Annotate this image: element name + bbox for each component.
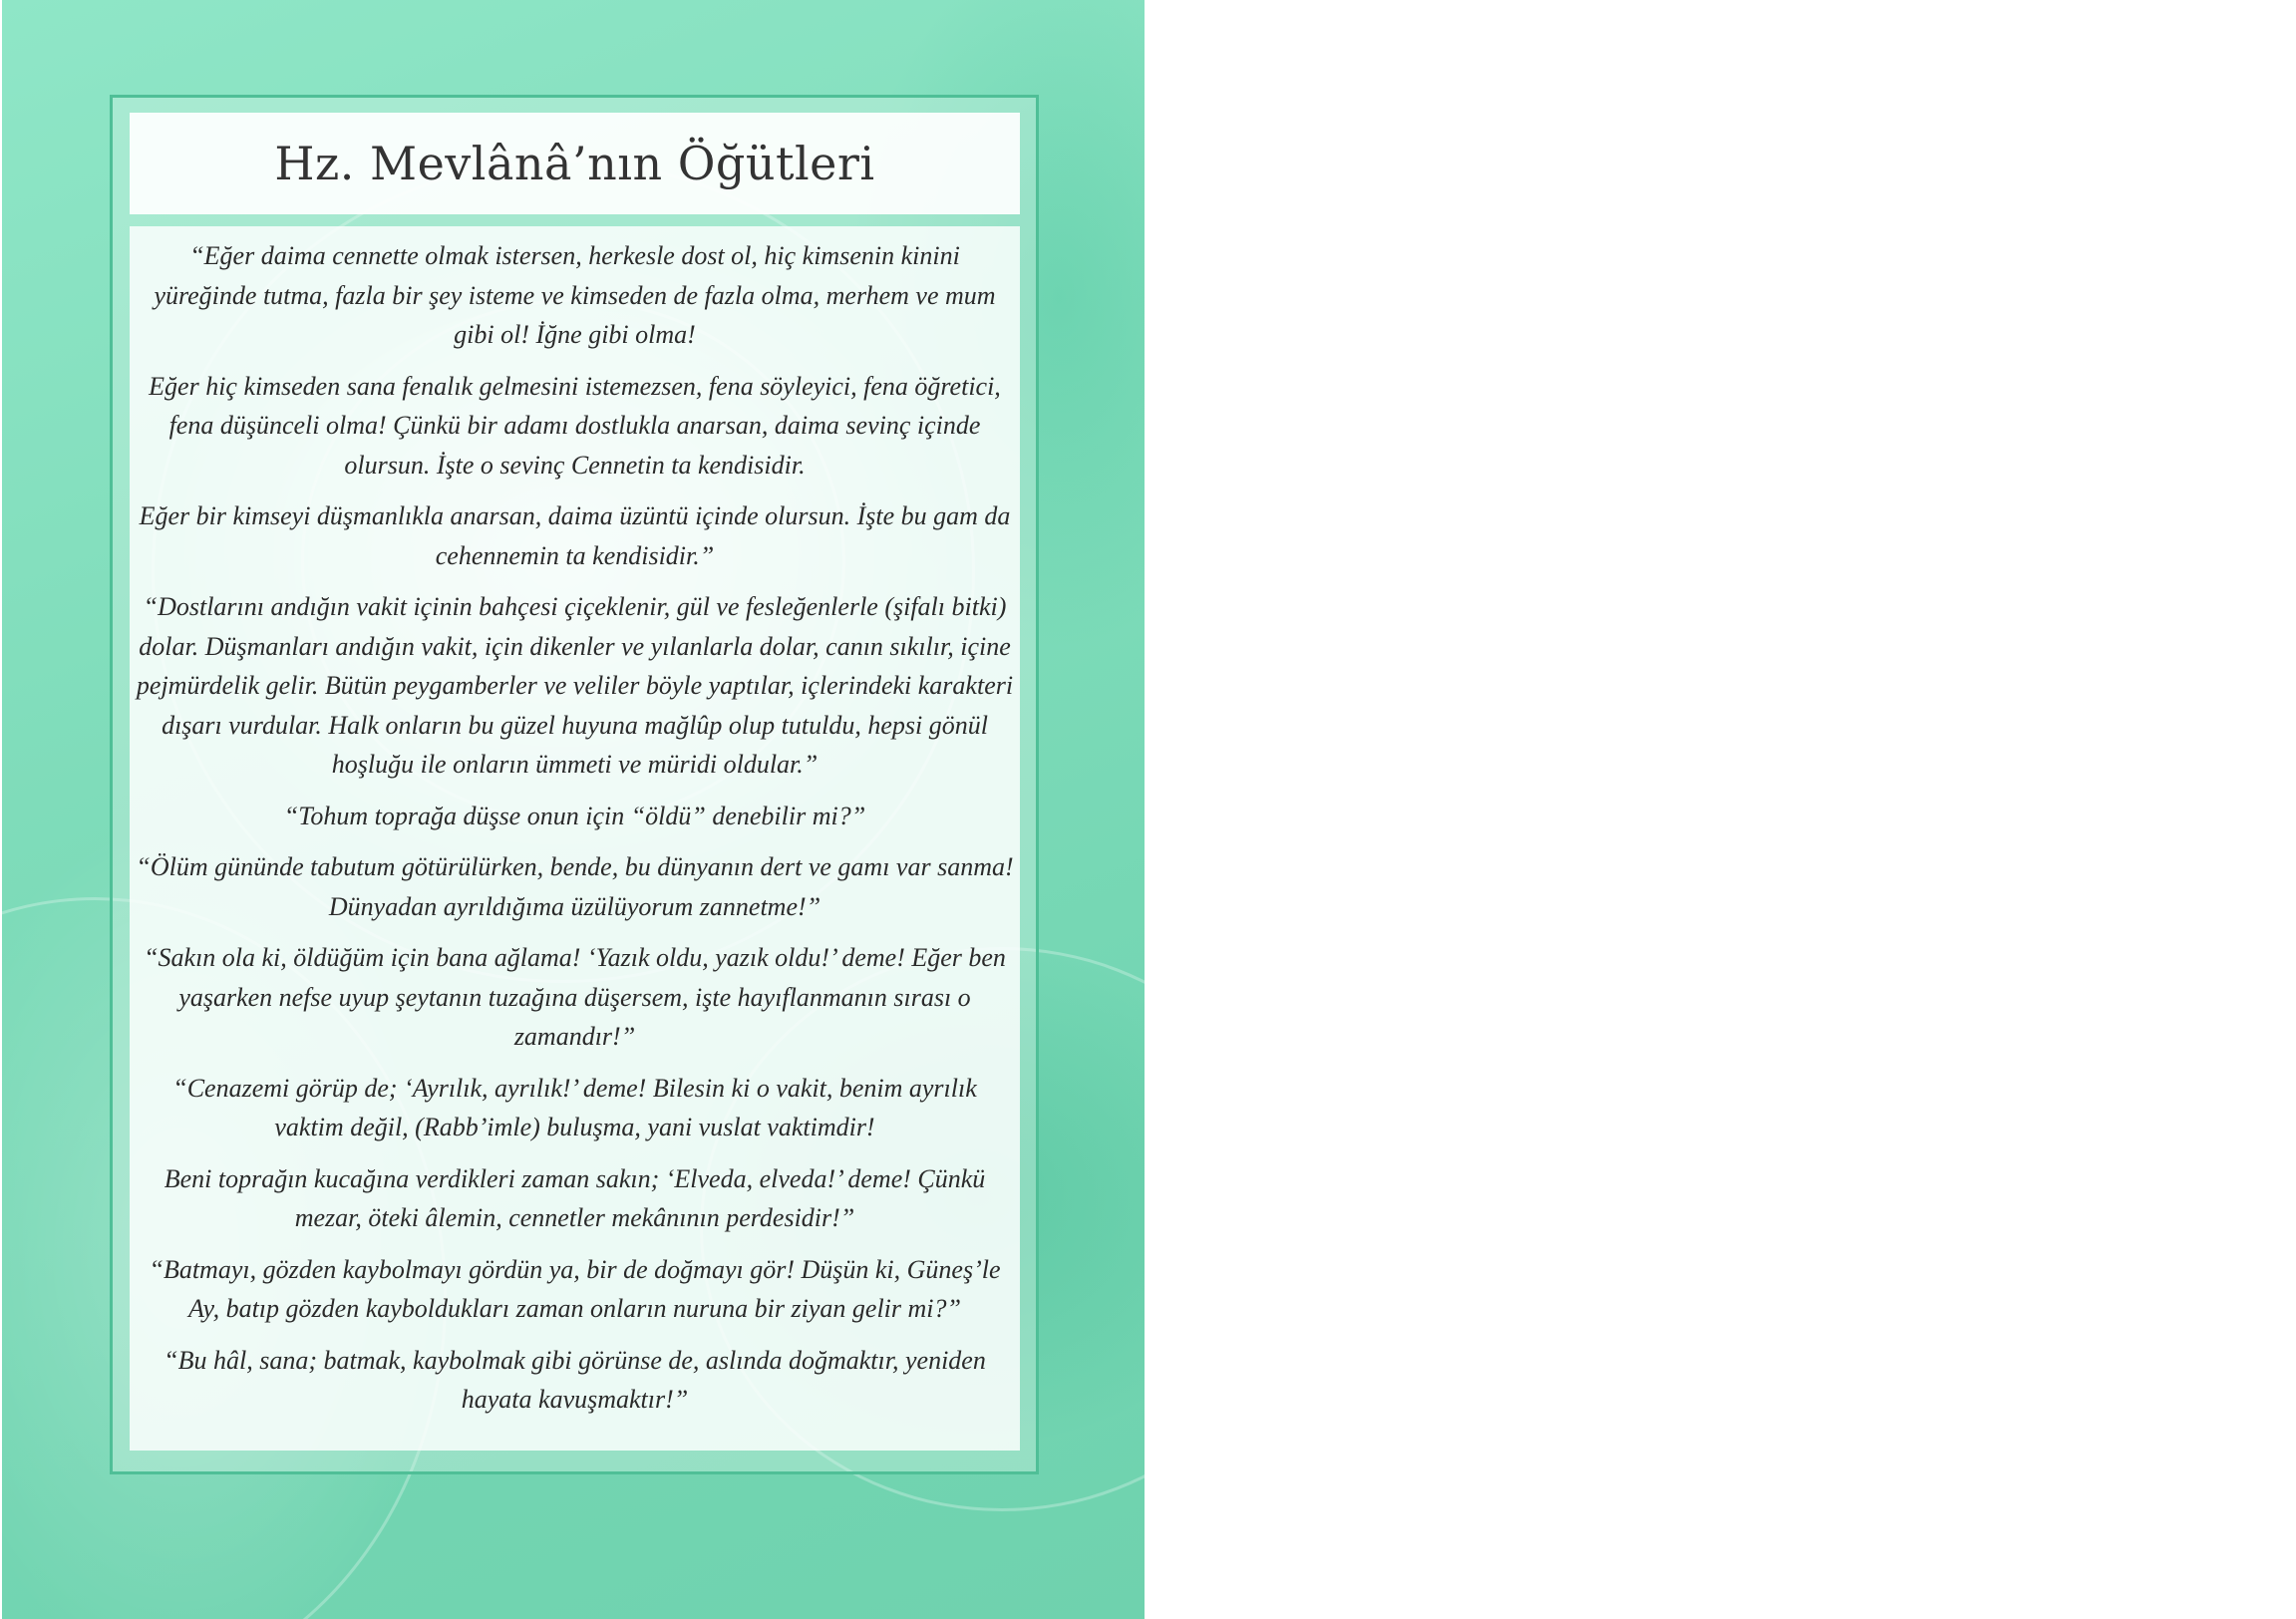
quote-paragraph: “Bu hâl, sana; batmak, kaybolmak gibi görünse de, aslında doğmaktır, yeniden hayata kavuşmaktır!” <box>164 1345 986 1414</box>
quote-paragraph: Eğer hiç kimseden sana fenalık gelmesini istemezsen, fena söyleyici, fena öğretici, fena düşünceli olma! Çünkü bir adamı dostlukla anarsan, daima sevinç içinde olursun. İşte o sevinç Cennetin ta kendisidir. <box>149 371 1001 480</box>
quote-paragraph: Beni toprağın kucağına verdikleri zaman sakın; ‘Elveda, elveda!’ deme! Çünkü mezar, öteki âlemin, cennetler mekânının perdesidir!” <box>164 1163 986 1232</box>
quote-paragraph: “Tohum toprağa düşse onun için “öldü” denebilir mi?” <box>283 801 866 830</box>
quote-paragraph: “Batmayı, gözden kaybolmayı gördün ya, bir de doğmayı gör! Düşün ki, Güneş’le Ay, batıp gözden kayboldukları zaman onların nuruna bir ziyan gelir mi?” <box>149 1254 1001 1323</box>
page-title: Hz. Mevlânâ’nın Öğütleri <box>274 137 875 190</box>
quote-paragraph: “Ölüm gününde tabutum götürülürken, bende, bu dünyanın dert ve gamı var sanma! Dünyadan ayrıldığıma üzülüyorum zannetme!” <box>136 852 1014 921</box>
quote-paragraph: “Cenazemi görüp de; ‘Ayrılık, ayrılık!’ deme! Bilesin ki o vakit, benim ayrılık vaktim değil, (Rabb’imle) buluşma, yani vuslat vaktimdir! <box>172 1073 977 1141</box>
title-box <box>130 113 1020 214</box>
quote-paragraph: “Sakın ola ki, öldüğüm için bana ağlama! ‘Yazık oldu, yazık oldu!’ deme! Eğer ben yaşarken nefse uyup şeytanın tuzağına düşersem, işte hayıflanmanın sırası o zamandır!” <box>144 943 1006 1051</box>
content-card <box>110 95 1039 1474</box>
quote-paragraph: “Dostlarını andığın vakit içinin bahçesi çiçeklenir, gül ve fesleğenlerle (şifalı bitki) dolar. Düşmanları andığın vakit, için dikenler ve yılanlarla dolar, canın sıkılır, içine pejmürdelik gelir. Bütün peygamberler ve veliler böyle yaptılar, içlerindeki karakteri dışarı vurdular. Halk onların bu güzel huyuna mağlûp olup tutuldu, hepsi gönül hoşluğu ile onların ümmeti ve müridi oldular.” <box>136 592 1014 779</box>
page-background <box>2 0 1145 1619</box>
quote-paragraph: Eğer bir kimseyi düşmanlıkla anarsan, daima üzüntü içinde olursun. İşte bu gam da cehennemin ta kendisidir.” <box>139 501 1011 570</box>
quote-paragraph: “Eğer daima cennette olmak istersen, herkesle dost ol, hiç kimsenin kinini yüreğinde tutma, fazla bir şey isteme ve kimseden de fazla olma, merhem ve mum gibi ol! İğne gibi olma! <box>154 241 996 349</box>
quotes-box <box>130 226 1020 1451</box>
